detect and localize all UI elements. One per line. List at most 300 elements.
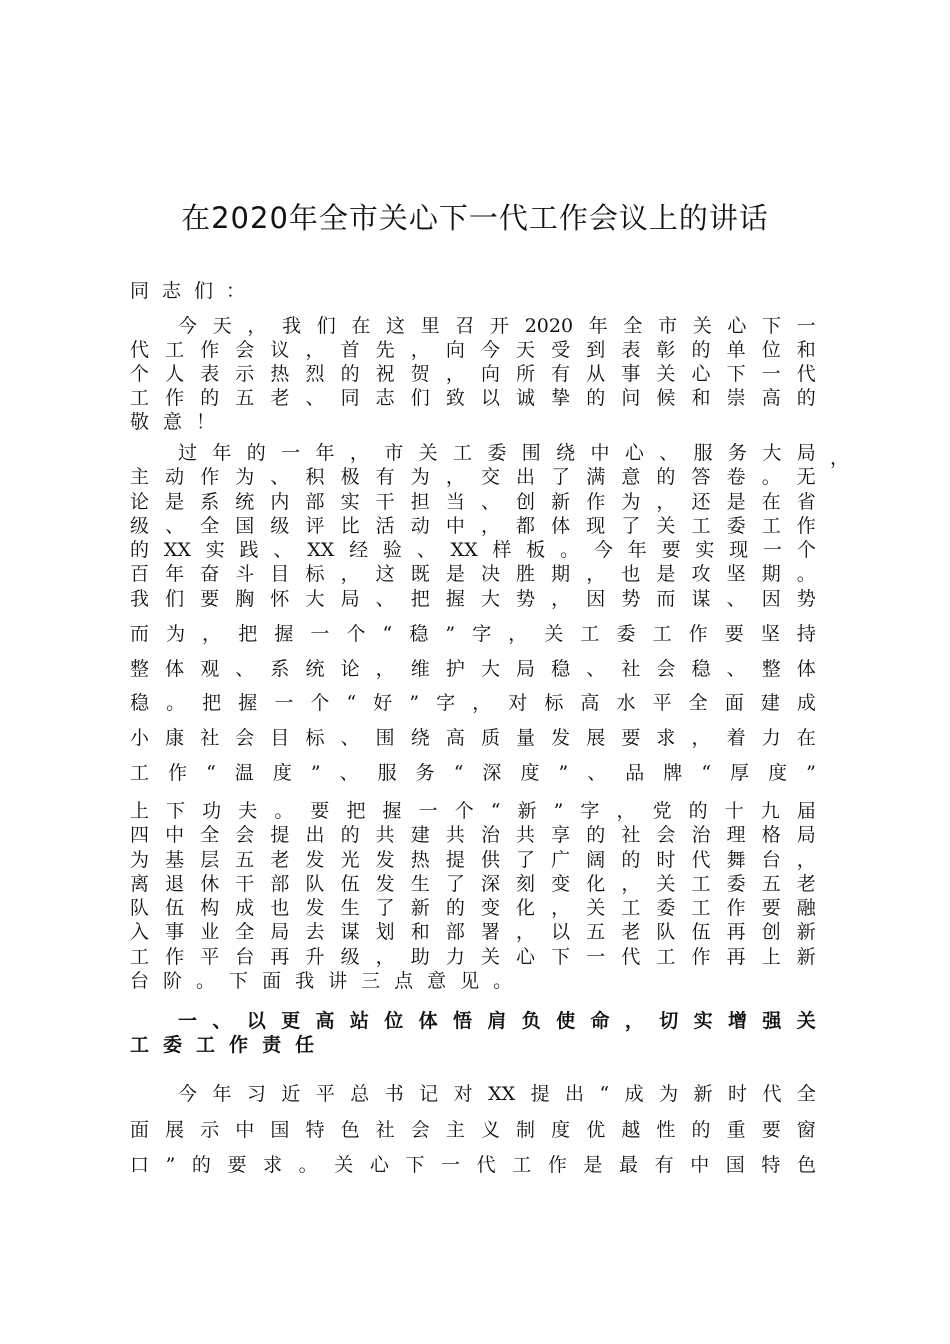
glyph: 国 [725,1154,745,1176]
glyph: 实 [695,539,715,562]
glyph: ， [480,514,500,537]
glyph: 温 [234,761,254,784]
glyph: 口 [130,1154,150,1176]
glyph: ， [375,657,395,680]
glyph: 位 [761,339,781,361]
glyph: 阶 [163,970,183,993]
text-line [130,465,816,489]
glyph: 位 [384,1010,404,1032]
glyph: 作 [200,466,220,489]
glyph: 业 [200,921,220,944]
glyph: 展 [586,727,606,750]
glyph: 2020 [524,315,574,337]
glyph: 。 [796,563,816,586]
glyph: 事 [165,921,185,944]
glyph: 全 [235,921,255,944]
glyph: 对 [508,692,528,715]
glyph: 会 [656,824,676,847]
glyph: XX [450,539,478,562]
glyph: 担 [410,490,430,513]
glyph: 命 [590,1010,610,1032]
glyph: 全 [796,1083,816,1105]
glyph: 全 [688,692,708,715]
glyph: 胜 [516,563,536,586]
glyph: 体 [796,657,816,680]
glyph: 会 [235,339,255,361]
glyph: 助 [410,945,430,968]
glyph: 、 [659,442,679,464]
glyph: 。 [493,970,513,993]
glyph: 满 [586,466,606,489]
glyph: 基 [165,848,185,871]
glyph: 下 [726,363,746,385]
glyph: 作 [547,1154,567,1176]
glyph: 热 [270,363,290,385]
glyph: 单 [726,339,746,361]
glyph: 队 [130,897,150,920]
glyph: 也 [270,897,290,920]
glyph: 休 [200,872,220,895]
glyph: 力 [761,727,781,750]
glyph: 对 [453,1083,473,1105]
glyph: 度 [520,761,540,784]
glyph: 怀 [270,588,290,610]
glyph: 目 [270,563,290,586]
glyph: 出 [305,824,325,847]
glyph: 局 [516,657,536,680]
glyph: 把 [202,692,222,715]
glyph: 刻 [516,872,536,895]
glyph: 委 [616,622,636,645]
glyph: 、 [416,539,436,562]
salutation: 同志们： [130,280,259,302]
glyph: 会 [235,727,255,750]
glyph: 发 [551,727,571,750]
glyph: 稳 [551,657,571,680]
glyph: 提 [270,824,290,847]
glyph: 围 [375,727,395,750]
glyph: 责 [262,1034,282,1056]
glyph: 全 [623,315,643,337]
glyph: 个 [796,539,816,562]
glyph: 坚 [726,563,746,586]
glyph: 再 [726,921,746,944]
glyph: “ [453,761,464,784]
glyph: 部 [270,872,290,895]
glyph: 委 [163,1034,183,1056]
glyph: 的 [200,387,220,409]
glyph: 高 [445,727,465,750]
glyph: 工 [165,339,185,361]
glyph: 书 [384,1083,404,1105]
glyph: 省 [796,490,816,513]
glyph: 统 [305,657,325,680]
glyph: 所 [516,363,536,385]
glyph: 因 [586,588,606,610]
glyph: 。 [761,466,781,489]
glyph: 重 [726,1118,746,1141]
glyph: 大 [305,588,325,610]
glyph: 全 [200,824,220,847]
glyph: 新 [410,897,430,920]
glyph: 主 [445,1118,465,1141]
glyph: 力 [445,945,465,968]
glyph: 深 [480,872,500,895]
glyph: 而 [656,588,676,610]
glyph: ， [516,921,536,944]
glyph: 构 [200,897,220,920]
glyph: 百 [130,563,150,586]
glyph: 发 [305,897,325,920]
glyph: 要 [761,1118,781,1141]
glyph: 、 [340,727,360,750]
glyph: 窗 [796,1118,816,1141]
glyph: 的 [130,539,150,562]
glyph: 人 [165,363,185,385]
glyph: 还 [691,490,711,513]
glyph: “ [599,1083,610,1105]
glyph: 代 [476,1154,496,1176]
glyph: 伍 [691,921,711,944]
glyph: 的 [691,339,711,361]
glyph: 代 [621,945,641,968]
glyph: 事 [621,363,641,385]
glyph: 目 [270,727,290,750]
glyph: 。 [298,1154,318,1176]
glyph: 关 [796,1010,816,1032]
glyph: 论 [340,657,360,680]
glyph: 坚 [760,622,780,645]
glyph: 划 [375,921,395,944]
glyph: 都 [516,514,536,537]
glyph: 交 [480,466,500,489]
glyph: 而 [130,622,150,645]
glyph: 展 [165,1118,185,1141]
glyph: 作 [168,761,188,784]
text-line [130,441,816,465]
glyph: 会 [410,1118,430,1141]
glyph: 的 [340,824,360,847]
glyph: 五 [586,921,606,944]
glyph: 今 [178,1083,198,1105]
glyph: 深 [482,761,502,784]
glyph: 和 [796,339,816,361]
glyph: 为 [166,622,186,645]
glyph: 老 [270,387,290,409]
glyph: 攻 [691,563,711,586]
glyph: 退 [165,872,185,895]
glyph: “ [206,761,216,784]
glyph: 字 [472,622,492,645]
glyph: 平 [315,1083,335,1105]
glyph: 期 [761,563,781,586]
glyph: 、 [273,539,293,562]
glyph: “ [346,692,357,715]
glyph: 表 [621,339,641,361]
glyph: 受 [551,339,571,361]
glyph: 要 [310,800,330,822]
glyph: 烈 [305,363,325,385]
glyph: 面 [724,692,744,715]
text-line [130,338,816,362]
glyph: 以 [551,921,571,944]
glyph: 一 [761,363,781,385]
glyph: XX [307,539,335,562]
glyph: 因 [761,588,781,610]
glyph: 去 [305,921,325,944]
glyph: 的 [340,363,360,385]
glyph: 下 [166,800,186,822]
glyph: 共 [375,824,395,847]
glyph: 工 [656,945,676,968]
glyph: 。 [196,970,216,993]
glyph: 讲 [328,970,348,993]
glyph: 、 [235,657,255,680]
glyph: 市 [384,442,404,464]
text-line [130,1077,816,1113]
glyph: 求 [656,727,676,750]
glyph: 作 [200,339,220,361]
glyph: 委 [726,514,746,537]
glyph: 上 [761,945,781,968]
glyph: 共 [445,824,465,847]
glyph: 度 [551,1118,571,1141]
glyph: 要 [200,588,220,610]
glyph: 工 [580,622,600,645]
page-title: 在2020年全市关心下一代工作会议上的讲话 [181,201,769,235]
glyph: ” [806,761,816,784]
glyph: 再 [726,945,746,968]
glyph: 握 [445,588,465,610]
glyph: 一 [763,539,783,562]
glyph: 的 [688,800,708,822]
glyph: 工 [691,897,711,920]
glyph: 伍 [165,897,185,920]
text-line [130,945,816,969]
glyph: 既 [410,563,430,586]
glyph: ， [472,692,492,715]
text-line [130,514,816,538]
text-line [130,721,816,756]
glyph: 先 [375,339,395,361]
glyph: 上 [130,800,150,822]
glyph: 中 [165,824,185,847]
glyph: 工 [652,622,672,645]
text-line [130,386,816,410]
glyph: 向 [445,339,465,361]
glyph: 观 [200,657,220,680]
glyph: 部 [305,490,325,513]
glyph: 使 [556,1010,576,1032]
glyph: 中 [235,1118,255,1141]
glyph: 决 [480,563,500,586]
glyph: ” [445,622,456,645]
glyph: 稳 [130,692,150,715]
glyph: 全 [200,514,220,537]
glyph: 统 [235,490,255,513]
glyph: 。 [560,539,580,562]
glyph: 部 [445,921,465,944]
glyph: ， [551,588,571,610]
glyph: 国 [270,1118,290,1141]
glyph: 示 [200,1118,220,1141]
glyph: 心 [369,1154,389,1176]
glyph: 天 [212,315,232,337]
glyph: 字 [436,692,456,715]
glyph: 候 [656,387,676,409]
glyph: 台 [235,945,255,968]
glyph: ， [305,339,325,361]
glyph: 中 [445,514,465,537]
glyph: 代 [796,363,816,385]
glyph: 斗 [235,563,255,586]
glyph: ， [375,945,395,968]
glyph: 面 [262,970,282,993]
glyph: 表 [200,363,220,385]
glyph: ， [349,442,369,464]
glyph: 市 [658,315,678,337]
glyph: 致 [445,387,465,409]
glyph: 关 [656,514,676,537]
glyph: 量 [516,727,536,750]
glyph: 把 [346,800,366,822]
glyph: 求 [263,1154,283,1176]
glyph: 、 [339,761,359,784]
glyph: 的 [191,1154,211,1176]
glyph: 变 [480,897,500,920]
glyph: 局 [796,824,816,847]
glyph: 性 [656,1118,676,1141]
glyph: 的 [246,442,266,464]
glyph: 创 [516,490,536,513]
glyph: 级 [340,945,360,968]
text-line [130,1148,816,1184]
glyph: 势 [621,588,641,610]
glyph: 诚 [516,387,536,409]
glyph: 供 [480,848,500,871]
glyph: 、 [586,657,606,680]
glyph: 一 [796,315,816,337]
glyph: 为 [659,1083,679,1105]
glyph: 个 [310,692,330,715]
text-line [130,799,816,823]
glyph: 离 [130,872,150,895]
glyph: ， [586,563,606,586]
glyph: 答 [691,466,711,489]
text-line [130,652,816,687]
glyph: 舞 [726,848,746,871]
glyph: 台 [761,848,781,871]
glyph: 胸 [235,588,255,610]
glyph: 高 [315,1010,335,1032]
glyph: 年 [588,315,608,337]
glyph: 务 [728,442,748,464]
glyph: 关 [480,945,500,968]
text-line [130,314,816,338]
glyph: ， [340,563,360,586]
glyph: 年 [212,442,232,464]
glyph: 服 [693,442,713,464]
glyph: 把 [238,622,258,645]
glyph: 制 [516,1118,536,1141]
glyph: 今 [593,539,613,562]
glyph: 义 [480,1118,500,1141]
glyph: 期 [551,563,571,586]
text-line [130,490,816,514]
glyph: 会 [235,824,255,847]
glyph: 水 [616,692,636,715]
glyph: 关 [334,1154,354,1176]
glyph: 是 [583,1154,603,1176]
glyph: 新 [517,800,537,822]
glyph: 格 [761,824,781,847]
glyph: 有 [551,363,571,385]
glyph: 作 [165,945,185,968]
glyph: 色 [796,1154,816,1176]
glyph: ， [445,363,465,385]
glyph: 积 [305,466,325,489]
glyph: 光 [340,848,360,871]
glyph: 届 [796,800,816,822]
glyph: 、 [587,761,607,784]
glyph: 势 [796,588,816,610]
glyph: 下 [551,945,571,968]
glyph: 时 [728,1083,748,1105]
glyph: “ [490,800,501,822]
glyph: 年 [315,442,335,464]
glyph: 、 [270,466,290,489]
glyph: 我 [295,970,315,993]
glyph: 工 [691,872,711,895]
glyph: 成 [796,692,816,715]
glyph: 一 [274,692,294,715]
glyph: 共 [516,824,536,847]
glyph: 样 [492,539,512,562]
glyph: 下 [405,1154,425,1176]
glyph: 稳 [409,622,429,645]
glyph: 理 [726,824,746,847]
glyph: 实 [340,490,360,513]
glyph: 生 [410,872,430,895]
paragraph [130,1077,816,1184]
glyph: 是 [726,490,746,513]
glyph: 了 [375,897,395,920]
glyph: 提 [530,1083,550,1105]
glyph: 切 [659,1010,679,1032]
glyph: ” [165,1154,176,1176]
glyph: 字 [580,800,600,822]
glyph: 社 [200,727,220,750]
glyph: 我 [130,588,150,610]
text-line [130,617,816,652]
glyph: 们 [316,315,336,337]
glyph: 工 [130,945,150,968]
glyph: 一 [281,442,301,464]
glyph: 代 [762,1083,782,1105]
glyph: 任 [295,1034,315,1056]
glyph: 内 [270,490,290,513]
glyph: 代 [691,848,711,871]
glyph: 牌 [663,761,683,784]
glyph: 关 [656,872,676,895]
glyph: 示 [235,363,255,385]
glyph: ” [409,692,420,715]
glyph: 社 [375,1118,395,1141]
glyph: ， [508,622,528,645]
glyph: 现 [729,539,749,562]
glyph: 以 [246,1010,266,1032]
glyph: ， [796,848,816,871]
